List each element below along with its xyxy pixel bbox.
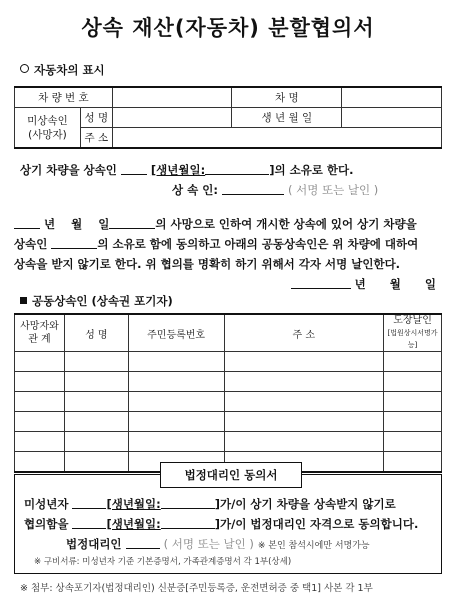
- date-month-label: 월: [71, 217, 83, 231]
- table-row: [15, 432, 442, 452]
- model-label: 차 명: [232, 87, 342, 108]
- birth-label: 생 년 월 일: [232, 108, 342, 128]
- minor-name-blank[interactable]: [72, 496, 106, 509]
- date-year-label: 년: [44, 217, 56, 231]
- col-seal: 도장날인 [법원상시서명가능]: [384, 314, 442, 352]
- page-title: 상속 재산(자동차) 분할협의서: [81, 16, 375, 40]
- minor-birth-blank[interactable]: [161, 496, 215, 509]
- heir-sign-blank[interactable]: [222, 182, 284, 195]
- date-blank[interactable]: [14, 216, 40, 229]
- rep-name-blank[interactable]: [72, 516, 106, 529]
- heir-birth-blank[interactable]: [205, 162, 269, 175]
- vehicle-section-heading: 자동차의 표시: [20, 62, 105, 78]
- sign-day-label: 일: [424, 277, 436, 291]
- col-address: 주 소: [224, 314, 384, 352]
- circle-bullet-icon: [20, 64, 29, 73]
- guardian-docs-note: ※ 구비서류: 미성년자 기준 기본증명서, 가족관계증명서 각 1부(상세): [34, 557, 292, 567]
- model-value[interactable]: [342, 87, 442, 108]
- table-row: [15, 372, 442, 392]
- date-day-label: 일: [98, 217, 110, 231]
- statement-line: 상기 차량을 상속인 [생년월일: ]의 소유로 한다.: [20, 163, 354, 177]
- guardian-line-2: 협의함을 [생년월일: ]가/이 법정대리인 자격으로 동의합니다.: [24, 517, 419, 531]
- name-value[interactable]: [112, 108, 232, 128]
- birth-value[interactable]: [342, 108, 442, 128]
- guardian-line-1: 미성년자 [생년월일: ]가/이 상기 차량을 상속받지 않기로: [24, 497, 396, 511]
- table-row: [15, 108, 442, 128]
- rep-sign-blank[interactable]: [126, 536, 160, 549]
- table-row: [15, 392, 442, 412]
- sign-date-blank[interactable]: [291, 276, 351, 289]
- col-relation: 사망자와 관 계: [15, 314, 65, 352]
- table-row: [15, 352, 442, 372]
- decedent-label: 미상속인 (사망자): [15, 108, 81, 149]
- heir-blank[interactable]: [51, 236, 97, 249]
- name-label: 성 명: [80, 108, 112, 128]
- agreement-paragraph: 년 월 일 의 사망으로 인하여 개시한 상속에 있어 상기 차량을 상속인 의 소유로 함에 동의하고 아래의 공동상속인은 위 차량에 대하여 상속을 받지 않기로 한다. 위 협의를 명확히 하기 위해서 각자 서명 날인한다. 년 월 일: [14, 217, 436, 291]
- plate-label: 차 량 번 호: [15, 87, 113, 108]
- address-label: 주 소: [80, 128, 112, 149]
- heir-name-blank[interactable]: [121, 162, 147, 175]
- sign-year-label: 년: [354, 277, 366, 291]
- sign-month-label: 월: [389, 277, 401, 291]
- col-name: 성 명: [64, 314, 128, 352]
- coheirs-table: [14, 313, 442, 473]
- vehicle-table: [14, 86, 442, 149]
- footer-note: ※ 첨부: 상속포기자(법정대리인) 신분증[주민등록증, 운전면허증 중 택1] 사본 각 1부: [20, 583, 373, 594]
- table-row: [15, 87, 442, 108]
- rep-birth-blank[interactable]: [161, 516, 215, 529]
- coheirs-section-heading: 공동상속인 (상속권 포기자): [20, 293, 173, 309]
- heir-sign-line: 상 속 인: ( 서명 또는 날인 ): [172, 183, 379, 197]
- decedent-name-blank[interactable]: [109, 216, 155, 229]
- guardian-sign-line: 법정대리인 ( 서명 또는 날인 ) ※ 본인 참석시에만 서명가능: [66, 537, 370, 551]
- square-bullet-icon: [20, 297, 27, 304]
- table-row: [15, 314, 442, 352]
- plate-value[interactable]: [112, 87, 232, 108]
- col-id: 주민등록번호: [128, 314, 224, 352]
- table-row: [15, 412, 442, 432]
- address-value[interactable]: [112, 128, 441, 149]
- guardian-consent-heading: 법정대리인 동의서: [160, 462, 302, 488]
